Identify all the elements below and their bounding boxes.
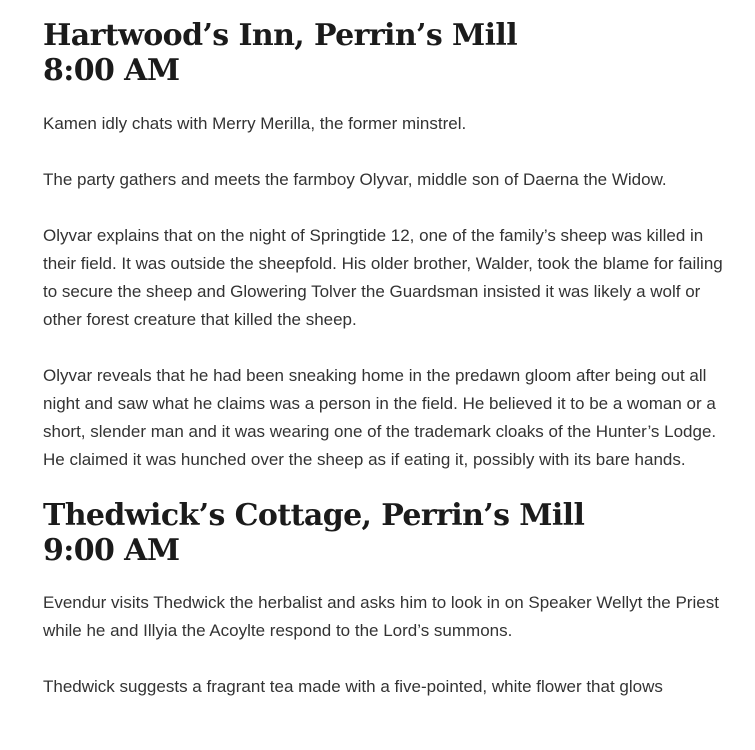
paragraph: Evendur visits Thedwick the herbalist and asks him to look in on Speaker Wellyt the Priest while he and Illyia the Acoylte respond to the Lord’s summons. <box>43 593 719 640</box>
time-title: 8:00 AM <box>43 53 180 88</box>
paragraph: Thedwick suggests a fragrant tea made with a five-pointed, white flower that glows <box>43 677 663 696</box>
location-title: Thedwick’s Cottage, Perrin’s Mill <box>43 498 585 533</box>
article-content <box>43 18 733 701</box>
paragraph: Kamen idly chats with Merry Merilla, the former minstrel. <box>43 114 467 133</box>
paragraph: Olyvar reveals that he had been sneaking home in the predawn gloom after being out all night and saw what he claims was a person in the field. He believed it to be a woman or a short, slender man and it was wearing one of the trademark cloaks of the Hunter’s Lodge. He claimed it was hunched over the sheep as if eating it, possibly with its bare hands. <box>43 366 717 469</box>
section-heading <box>43 18 733 88</box>
section-heading <box>43 498 733 568</box>
session-entry-hartwoods-inn <box>43 18 733 474</box>
session-entry-thedwicks-cottage <box>43 498 733 701</box>
paragraph: Olyvar explains that on the night of Springtide 12, one of the family’s sheep was killed in their field. It was outside the sheepfold. His older brother, Walder, took the blame for failing to secure the sheep and Glowering Tolver the Guardsman insisted it was likely a wolf or other forest creature that killed the sheep. <box>43 226 723 329</box>
location-title: Hartwood’s Inn, Perrin’s Mill <box>43 18 518 53</box>
paragraph: The party gathers and meets the farmboy Olyvar, middle son of Daerna the Widow. <box>43 170 667 189</box>
time-title: 9:00 AM <box>43 533 180 568</box>
